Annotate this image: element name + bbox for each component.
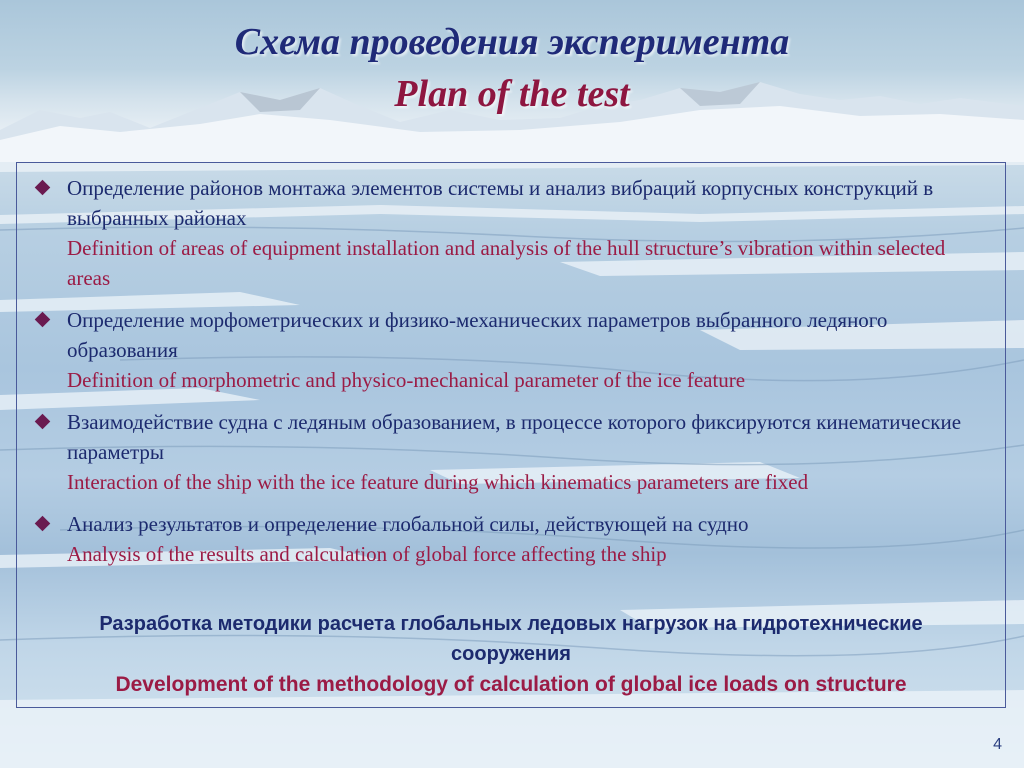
slide-title-ru: Схема проведения эксперимента (234, 21, 790, 63)
bullet-list (37, 173, 987, 581)
page-number: 4 (993, 736, 1002, 753)
bullet-text-en: Definition of morphometric and physico-mechanical parameter of the ice feature (67, 368, 746, 392)
bullet-text-en: Definition of areas of equipment installation and analysis of the hull structure’s vibration within selected areas (67, 236, 946, 290)
diamond-bullet-icon (35, 516, 51, 532)
conclusion-block (17, 609, 1005, 701)
bullet-item (37, 509, 987, 569)
conclusion-text-en: Development of the methodology of calculation of global ice loads on structure (115, 673, 907, 696)
bullet-text-ru: Определение районов монтажа элементов системы и анализ вибраций корпусных конструкций в выбранных районах (67, 176, 934, 230)
bullet-item (37, 407, 987, 497)
bullet-text-ru: Анализ результатов и определение глобальной силы, действующей на судно (67, 512, 749, 536)
bullet-item (37, 173, 987, 293)
bullet-item (37, 305, 987, 395)
slide-title-en: Plan of the test (394, 73, 630, 115)
diamond-bullet-icon (35, 312, 51, 328)
bullet-text-en: Interaction of the ship with the ice feature during which kinematics parameters are fixed (67, 470, 809, 494)
content-panel (16, 162, 1006, 708)
bullet-text-ru: Взаимодействие судна с ледяным образованием, в процессе которого фиксируются кинематические параметры (67, 410, 962, 464)
conclusion-text-ru: Разработка методики расчета глобальных ледовых нагрузок на гидротехнические сооружения (99, 613, 923, 665)
diamond-bullet-icon (35, 414, 51, 430)
diamond-bullet-icon (35, 180, 51, 196)
bullet-text-en: Analysis of the results and calculation of global force affecting the ship (67, 542, 667, 566)
bullet-text-ru: Определение морфометрических и физико-механических параметров выбранного ледяного образования (67, 308, 888, 362)
